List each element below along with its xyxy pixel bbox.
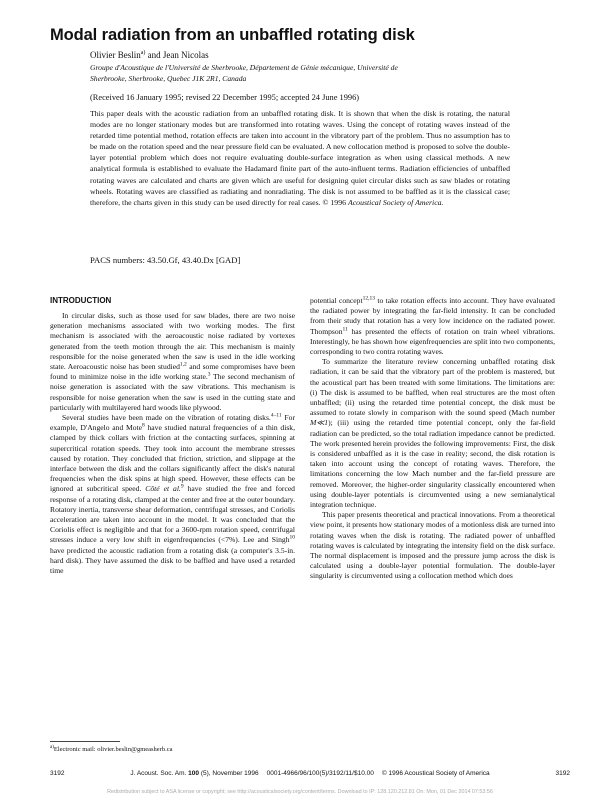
volume: 100 [188, 770, 200, 777]
text-run: ); (iii) using the retarded time potential concept, only the far-field radiation can be predicted, so the total radiation impedance cannot be predicted. The work presented herein provides the following improvements: First, the disk is considered unbaffled as it is the case in reality; second, the disk rotation is taken into account using the concept of rotating waves. Therefore, the limitations concerning the low Mach number and the far-field pressure are removed. Moreover, the higher-order singularity classically encountered when using double-layer potentials is circumvented using a new semianalytical integration technique. [310, 418, 555, 510]
article-title: Modal radiation from an unbaffled rotating disk [50, 26, 415, 44]
citation: 11 [342, 326, 348, 333]
text-run: have studied the free and forced response of a rotating disk, clamped at the center and free at the outer boundary. Rotatory inertia, transverse shear deformation, centrifugal stresses, and Coriolis acceleration are taken into account in the model. It was concluded that the Coriolis effect is negligible and that for a 3600-rpm rotation speed, centrifugal stresses induce a very low shift in eigenfrequencies (<7%). Lee and Singh [50, 484, 295, 545]
citation: 9 [180, 483, 184, 490]
footnote-text: Electronic mail: olivier.beslin@gmeasherb.ca [53, 746, 173, 754]
author-footnote-mark: a) [140, 50, 146, 56]
issue-date: (5), November 1996 [200, 770, 259, 777]
citation: 1,2 [179, 361, 187, 368]
abstract-copyright: © 1996 [322, 197, 346, 207]
paragraph [310, 510, 555, 581]
citation: 8 [142, 422, 145, 429]
footnote [50, 745, 173, 753]
citation: 4–11 [270, 412, 282, 419]
author-name: and Jean Nicolas [147, 50, 209, 60]
journal-name: J. Acoust. Soc. Am. [130, 770, 187, 777]
paragraph [50, 311, 295, 413]
text-run: have studied natural frequencies of a thin disk, clamped by thick collars with friction at the contacting surfaces, spinning at supercritical rotation speeds. They took into account the membrane stresses caused by rotation. They concluded that friction, striction, and slippage at the interface between the disk and the collars significantly affect the disk's natural frequencies when the disk spins at high speed. However, these effects can be ignored at subcritical speed. [50, 423, 295, 494]
text-run: to take rotation effects into account. They have evaluated the radiated power by integrating the far-field intensity. It can be concluded from their study that rotation has a very low incidence on the radiated power. Thompson [310, 296, 555, 336]
abstract-journal: Acoustical Society of America. [347, 197, 444, 207]
citation: 3 [207, 371, 211, 378]
text-run: have predicted the acoustic radiation from a rotating disk (a computer's 3.5-in. hard disk). They have assumed the disk to be baffled and have used a retarded time [50, 545, 295, 576]
affiliation-line: Groupe d'Acoustique de l'Université de Sherbrooke, Département de Génie mécanique, Université de [90, 63, 398, 72]
right-column [310, 296, 555, 582]
footer-copyright: © 1996 Acoustical Society of America [381, 770, 490, 777]
citation: 10 [289, 534, 295, 541]
page-number-left: 3192 [50, 770, 65, 777]
author-line [90, 50, 209, 60]
text-run: In circular disks, such as those used for saw blades, there are two noise generation mechanisms associated with two working modes. The first mechanism is associated with the aeroacoustic noise radiated by vortexes generated from the teeth motion through the air. This mechanism is mainly responsible for the noise generated when the saw is used in the idle working state. Aeroacoustic noise has been studied [50, 311, 295, 372]
abstract-body: This paper deals with the acoustic radiation from an unbaffled rotating disk. It is shown that when the disk is rotating, the natural modes are no longer stationary modes but are transformed into rotating waves. Using the concept of rotating waves instead of the retarded time potential method, rotation effects are taken into account in the vibratory part of the problem. Thus no assumption has to be made on the rotation speed and the near pressure field can be evaluated. A new collocation method is proposed to solve the double-layer potential problem which does not require evaluating double-surface integration as when using classical methods. A new analytical formula is established to evaluate the Hadamard finite part of the auto-influent terms. Radiation efficiencies of unbaffled rotating waves are calculated and charts are given which are useful for designing quiet circular disks such as saw blades or rotating wheels. Rotating waves are classified as radiating and nonradiating. The disk is not assumed to be baffled as it is the classical case; therefore, the charts given in this study can be used directly for real cases. [90, 109, 510, 207]
section-heading: INTRODUCTION [50, 296, 112, 305]
text-run: and some compromises have been found to minimize noise in the idle working state. [50, 362, 295, 382]
footnote-mark: a) [50, 745, 54, 750]
redistribution-notice: Redistribution subject to ASA license or copyright; see http://acousticalsociety.org/content/terms. Download to IP: 128.120.212.81 On: Mon, 01 Dec 2014 07:53:56 [107, 789, 493, 795]
math-inline: M≪1 [310, 418, 329, 428]
text-run: has presented the effects of rotation on train wheel vibrations. Interestingly, he has shown how eigenfrequencies are split into two components, corresponding to two contra rotating waves. [310, 326, 555, 357]
affiliation [90, 62, 510, 84]
pacs-numbers: PACS numbers: 43.50.Gf, 43.40.Dx [GAD] [90, 255, 241, 265]
text-run: The second mechanism of noise generation is associated with the saw vibrations. This mechanism is responsible for noise generation when the saw is used in the cutting state and particularly with multilayered hard woods like plywood. [50, 372, 295, 412]
text-run: To summarize the literature review concerning unbaffled rotating disk radiation, it can be said that the vibratory part of the problem is mastered, but the acoustical part has been treated with some limitations. The limitations are: (i) The disk is assumed to be baffled, when real structures are the most often unbaffled; (ii) using the retarded time potential concept, the disk must be assumed to rotate slowly in comparison with the sound speed (Mach number [310, 357, 555, 418]
paragraph [50, 413, 295, 576]
text-run: This paper presents theoretical and practical innovations. From a theoretical view point, it presents how stationary modes of a motionless disk are turned into rotating waves when the disk is rotating. The radiated power of unbaffled rotating waves is calculated by integrating the intensity field on the disk surface. The normal displacement is imposed and the pressure jump across the disk is calculated using a double-layer potential formulation. The double-layer singularity is circumvented using a collocation method which does [310, 510, 555, 581]
text-run: potential concept [310, 296, 363, 305]
received-dates: (Received 16 January 1995; revised 22 December 1995; accepted 24 June 1996) [90, 93, 360, 102]
footnote-rule [50, 741, 120, 742]
text-run: Several studies have been made on the vibration of rotating disks. [62, 413, 271, 423]
page-number-right: 3192 [555, 770, 570, 777]
abstract [90, 108, 510, 208]
text-run: Côté et al. [145, 484, 181, 494]
text-run: For example, D'Angelo and Mote [50, 413, 295, 433]
footer-code: 0001-4966/96/100(5)/3192/11/$10.00 [266, 770, 374, 777]
left-column [50, 311, 295, 576]
paragraph [310, 357, 555, 510]
affiliation-line: Sherbrooke, Sherbrooke, Quebec J1K 2R1, Canada [90, 74, 247, 83]
author-name: Olivier Beslin [90, 50, 141, 60]
paragraph [310, 296, 555, 357]
citation: 12,13 [362, 295, 375, 302]
